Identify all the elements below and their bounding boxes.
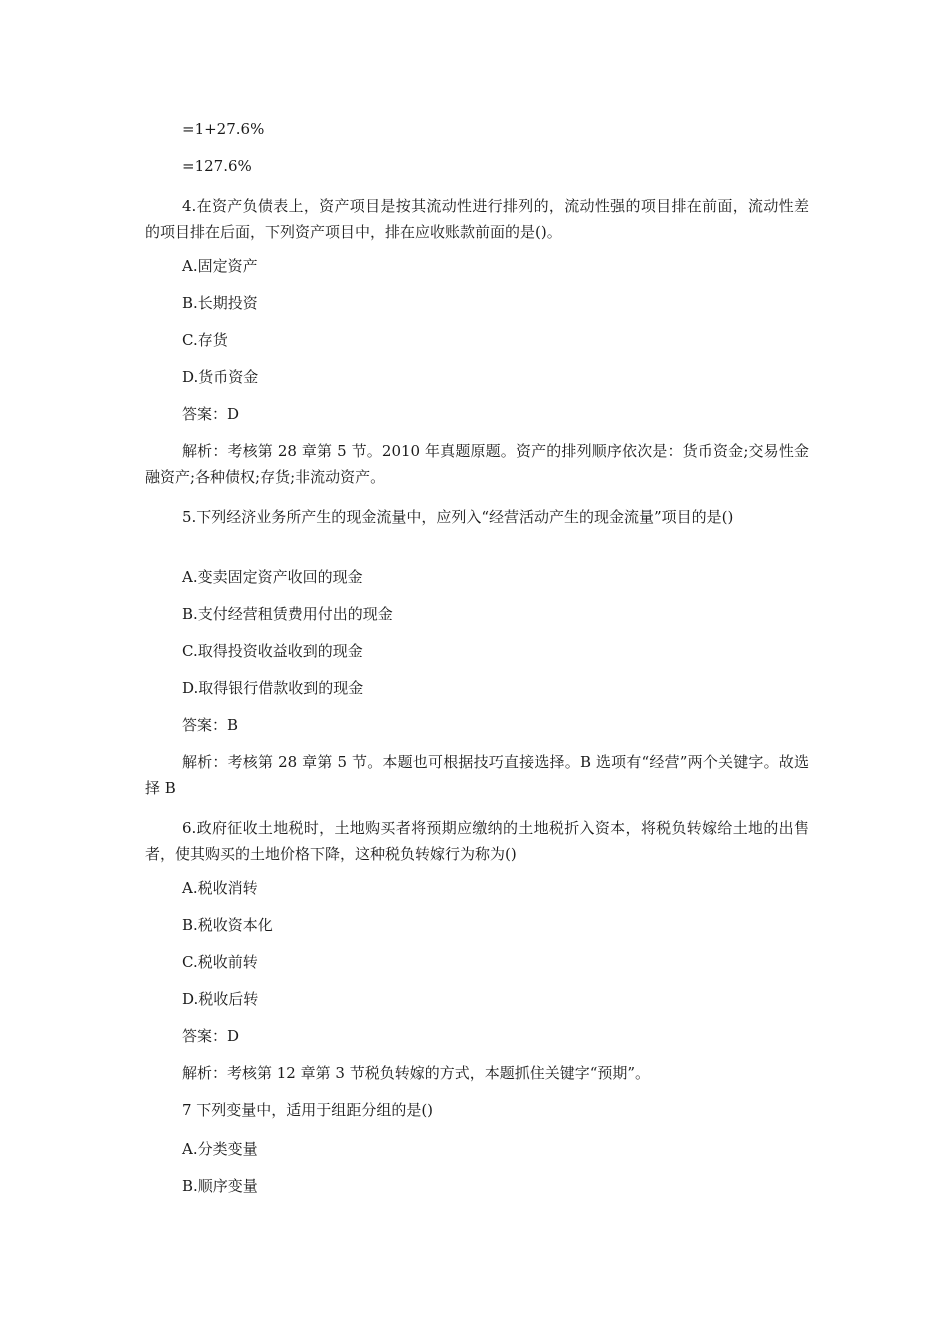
calc-line-2: =127.6% <box>182 157 252 175</box>
calc-line-1: =1+27.6% <box>182 120 265 138</box>
q6-option-a: A.税收消转 <box>182 879 258 897</box>
q4-explanation: 解析：考核第 28 章第 5 节。2010 年真题原题。资产的排列顺序依次是：货币资金;交易性金融资产;各种债权;存货;非流动资产。 <box>145 442 809 486</box>
q5-option-c: C.取得投资收益收到的现金 <box>182 642 363 660</box>
q5-explanation: 解析：考核第 28 章第 5 节。本题也可根据技巧直接选择。B 选项有“经营”两个关键字。故选择 B <box>145 753 809 797</box>
q4-option-c: C.存货 <box>182 331 228 349</box>
q7-option-a: A.分类变量 <box>182 1140 258 1158</box>
q4-option-a: A.固定资产 <box>182 257 258 275</box>
q6-option-b: B.税收资本化 <box>182 916 273 934</box>
q5-option-d: D.取得银行借款收到的现金 <box>182 679 364 697</box>
q7-option-b: B.顺序变量 <box>182 1177 258 1195</box>
q5-answer: 答案：B <box>182 716 239 734</box>
q5-option-b: B.支付经营租赁费用付出的现金 <box>182 605 393 623</box>
question-6: 6.政府征收土地税时，土地购买者将预期应缴纳的土地税折入资本，将税负转嫁给土地的出售者，使其购买的土地价格下降，这种税负转嫁行为称为() <box>145 819 809 863</box>
question-5: 5.下列经济业务所产生的现金流量中，应列入“经营活动产生的现金流量”项目的是() <box>182 508 734 526</box>
question-4: 4.在资产负债表上，资产项目是按其流动性进行排列的，流动性强的项目排在前面，流动性差的项目排在后面，下列资产项目中，排在应收账款前面的是()。 <box>145 197 809 241</box>
q6-option-c: C.税收前转 <box>182 953 258 971</box>
q6-option-d: D.税收后转 <box>182 990 259 1008</box>
q4-option-b: B.长期投资 <box>182 294 258 312</box>
q6-answer: 答案：D <box>182 1027 240 1045</box>
question-7: 7 下列变量中，适用于组距分组的是() <box>182 1101 434 1119</box>
q5-option-a: A.变卖固定资产收回的现金 <box>182 568 363 586</box>
q4-answer: 答案：D <box>182 405 240 423</box>
q6-explanation: 解析：考核第 12 章第 3 节税负转嫁的方式，本题抓住关键字“预期”。 <box>182 1064 651 1082</box>
q4-option-d: D.货币资金 <box>182 368 259 386</box>
